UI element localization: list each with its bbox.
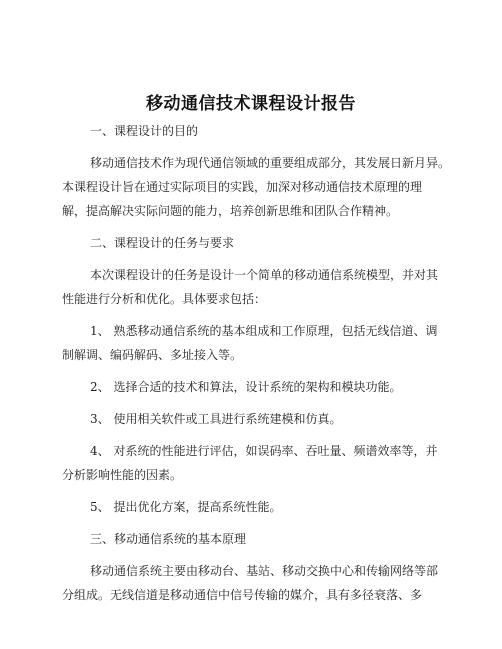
list-item: 5、 提出优化方案，提高系统性能。 bbox=[90, 500, 282, 514]
section-heading-purpose: 一、课程设计的目的 bbox=[90, 124, 199, 138]
document-title: 移动通信技术课程设计报告 bbox=[146, 94, 356, 114]
list-item: 3、 使用相关软件或工具进行系统建模和仿真。 bbox=[90, 412, 342, 426]
list-item-continuation: 分析影响性能的因素。 bbox=[62, 468, 183, 482]
section-heading-tasks: 二、课程设计的任务与要求 bbox=[90, 236, 235, 250]
list-item-continuation: 制解调、编码解码、多址接入等。 bbox=[62, 348, 243, 362]
paragraph-line: 性能进行分析和优化。具体要求包括： bbox=[62, 292, 267, 306]
paragraph-line: 分组成。无线信道是移动通信中信号传输的媒介，具有多径衰落、多 bbox=[62, 588, 423, 602]
paragraph-line: 本次课程设计的任务是设计一个简单的移动通信系统模型，并对其 bbox=[90, 268, 439, 282]
list-item: 1、 熟悉移动通信系统的基本组成和工作原理，包括无线信道、调 bbox=[90, 324, 438, 338]
paragraph-line: 移动通信系统主要由移动台、基站、移动交换中心和传输网络等部 bbox=[90, 564, 439, 578]
paragraph-line: 解，提高解决实际问题的能力，培养创新思维和团队合作精神。 bbox=[62, 204, 399, 218]
list-item: 4、 对系统的性能进行评估，如误码率、吞吐量、频谱效率等，并 bbox=[90, 444, 438, 458]
paragraph-line: 移动通信技术作为现代通信领域的重要组成部分，其发展日新月异。 bbox=[90, 156, 451, 170]
list-item: 2、 选择合适的技术和算法，设计系统的架构和模块功能。 bbox=[90, 380, 402, 394]
paragraph-line: 本课程设计旨在通过实际项目的实践，加深对移动通信技术原理的理 bbox=[62, 180, 423, 194]
section-heading-principles: 三、移动通信系统的基本原理 bbox=[90, 532, 247, 546]
